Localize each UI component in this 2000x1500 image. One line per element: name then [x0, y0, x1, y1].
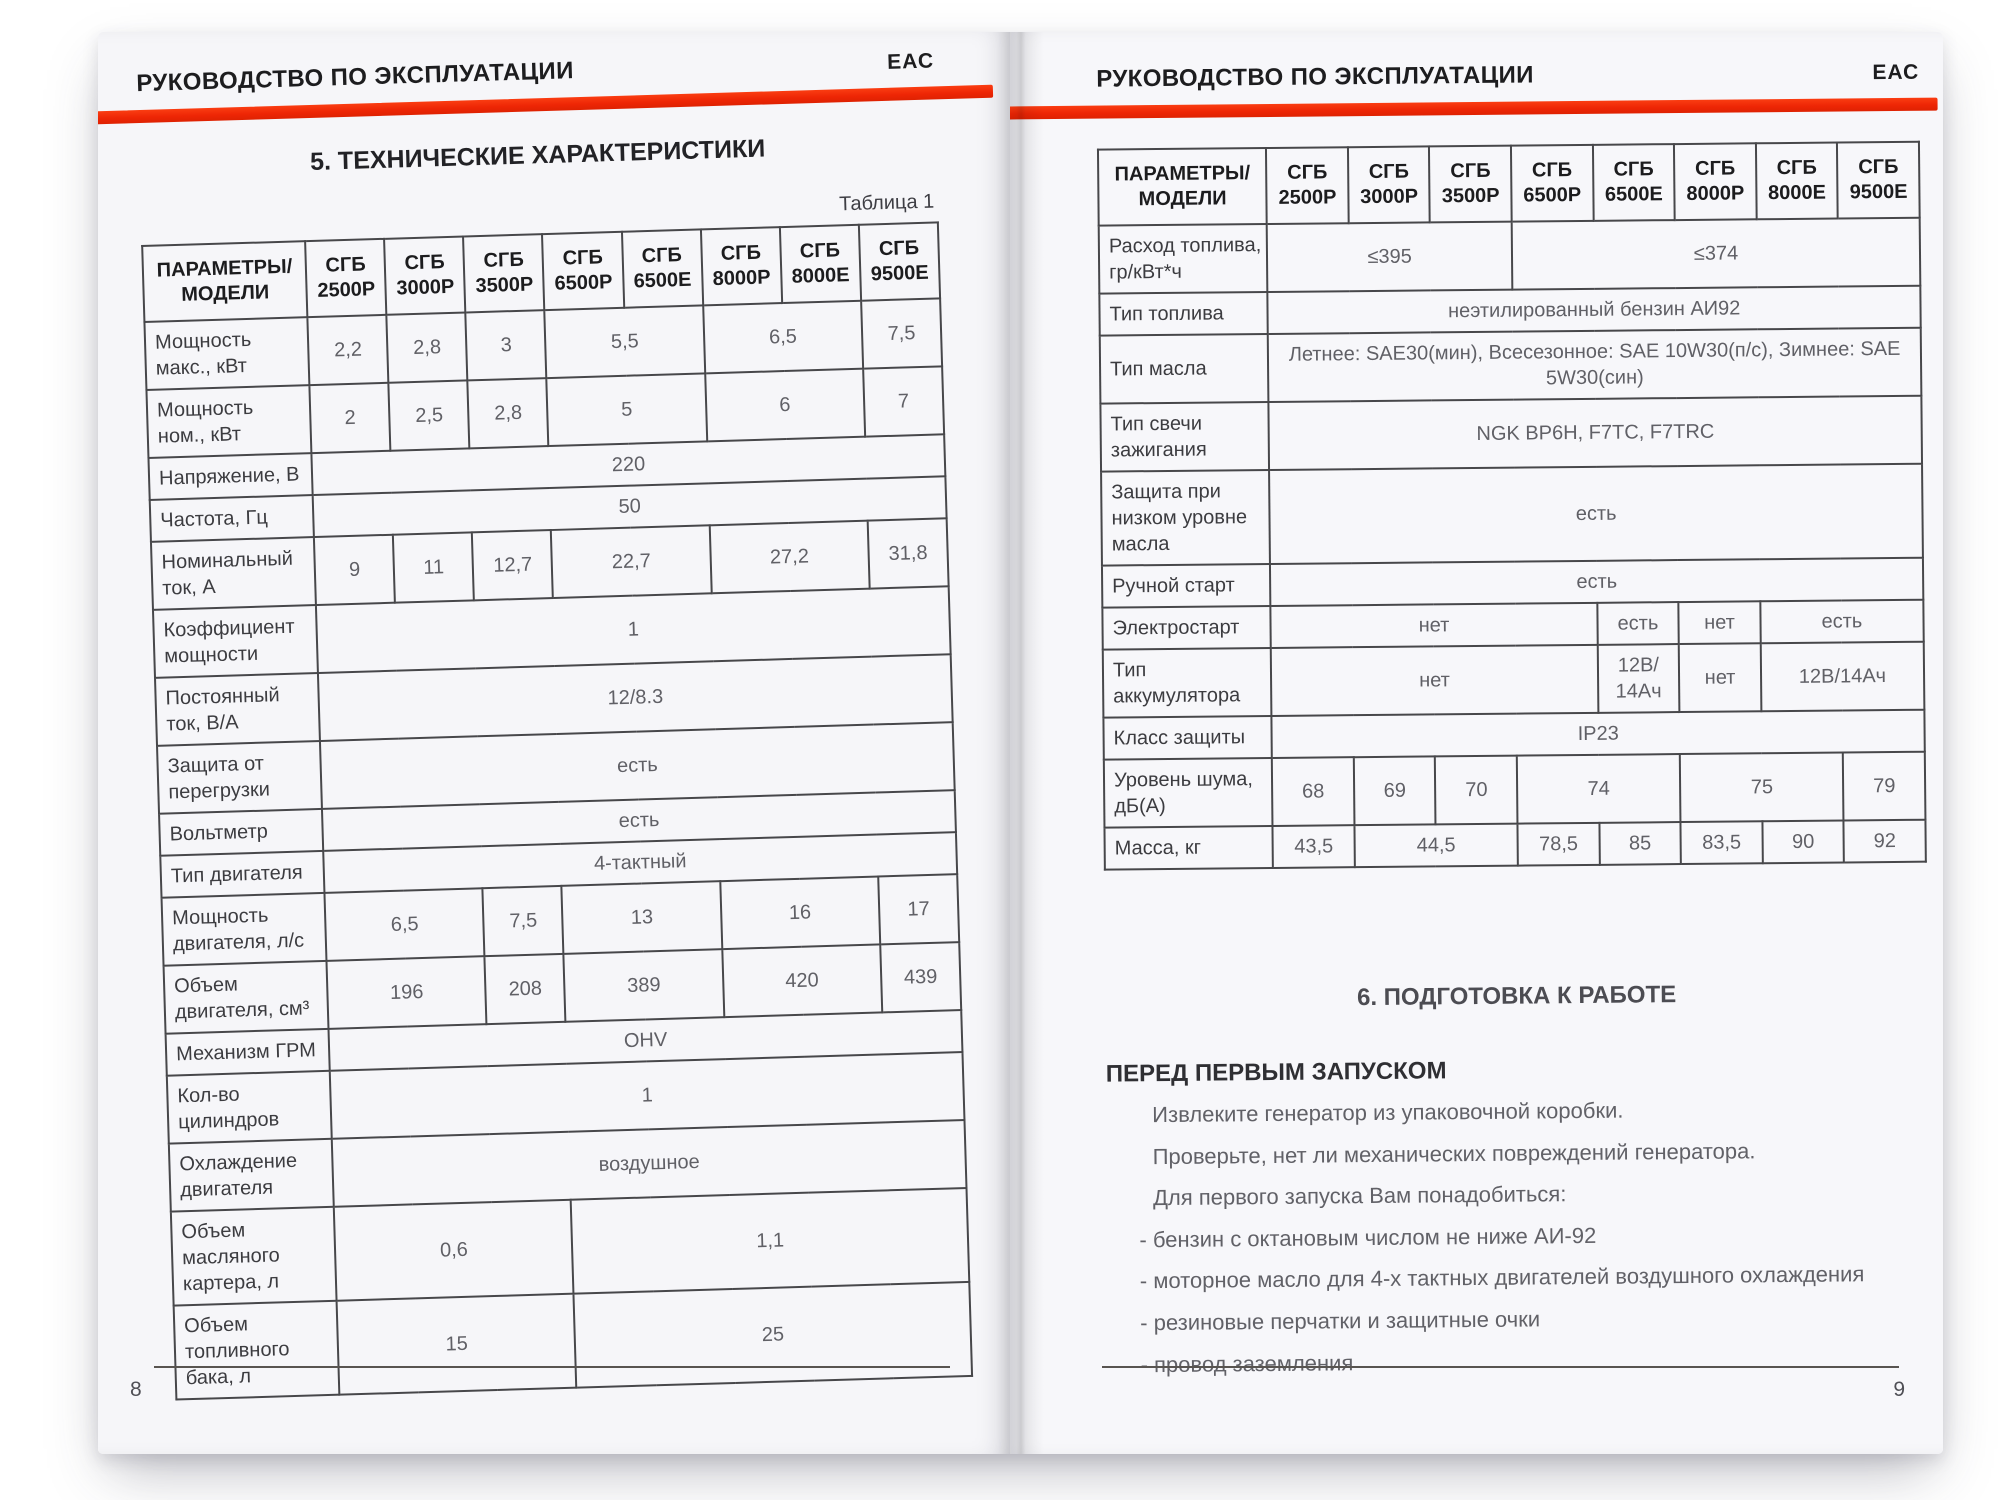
param-value-cell: есть: [1597, 602, 1679, 645]
param-value-cell: 13: [562, 881, 722, 954]
param-value-cell: есть: [1270, 558, 1923, 606]
param-label-cell: Расход топлива, гр/кВт*ч: [1099, 224, 1268, 294]
param-label-cell: Электростарт: [1102, 606, 1271, 650]
param-label-cell: Мощность ном., кВт: [146, 385, 311, 458]
param-value-cell: есть: [1269, 464, 1923, 564]
model-header-cell: СГБ 2500Р: [305, 239, 386, 317]
prep-text-block: [1106, 1094, 1932, 1380]
page-8: [98, 32, 1010, 1454]
param-value-cell: 75: [1680, 752, 1844, 822]
model-header-cell: СГБ 3000Р: [384, 236, 465, 314]
page-9-content: [1010, 32, 1943, 1454]
model-header-cell: СГБ 6500Е: [1593, 144, 1675, 221]
param-value-cell: 25: [574, 1282, 972, 1388]
prep-paragraph: Для первого запуска Вам понадобиться:: [1152, 1181, 1567, 1211]
footer-rule: [1102, 1366, 1899, 1368]
param-value-cell: NGK BP6H, F7TC, F7TRC: [1269, 396, 1922, 470]
table-row: [1104, 752, 1926, 828]
params-models-header-cell: ПАРАМЕТРЫ/ МОДЕЛИ: [1098, 148, 1267, 226]
param-value-cell: 70: [1435, 756, 1517, 825]
param-value-cell: 78,5: [1518, 823, 1600, 866]
param-value-cell: 2,8: [387, 312, 468, 382]
model-header-cell: СГБ 6500Р: [1511, 145, 1593, 222]
param-value-cell: 12В/14Ач: [1761, 642, 1925, 712]
model-header-cell: СГБ 9500Е: [859, 222, 940, 300]
param-label-cell: Объем масляного картера, л: [171, 1207, 337, 1306]
param-value-cell: 1,1: [571, 1188, 969, 1294]
model-header-cell: СГБ 2500Р: [1266, 147, 1348, 224]
params-models-header-cell: ПАРАМЕТРЫ/ МОДЕЛИ: [142, 241, 307, 322]
model-header-cell: СГБ 3500Р: [463, 234, 544, 312]
specs-table-2-container: [1097, 141, 1927, 871]
manual-booklet: [98, 32, 1943, 1454]
param-value-cell: неэтилированный бензин АИ92: [1268, 286, 1921, 334]
param-label-cell: Тип аккумулятора: [1103, 648, 1272, 718]
param-value-cell: 92: [1844, 820, 1926, 863]
param-value-cell: 50: [313, 476, 947, 537]
param-value-cell: 74: [1517, 754, 1681, 824]
manual-title: РУКОВОДСТВО ПО ЭКСПЛУАТАЦИИ: [1096, 61, 1534, 93]
param-value-cell: 6,5: [703, 301, 863, 374]
param-value-cell: 2: [310, 383, 391, 453]
section-6-title: 6. ПОДГОТОВКА К РАБОТЕ: [1356, 981, 1677, 1012]
param-value-cell: 5: [547, 373, 707, 446]
param-value-cell: нет: [1679, 601, 1761, 644]
prep-paragraph: Извлеките генератор из упаковочной коробки.: [1152, 1097, 1624, 1128]
model-header-cell: СГБ 8000Р: [1674, 143, 1756, 220]
param-value-cell: 27,2: [709, 521, 869, 594]
param-value-cell: 9: [314, 535, 395, 605]
specs-table-2: [1097, 141, 1927, 871]
param-label-cell: Объем топливного бака, л: [174, 1301, 340, 1400]
param-value-cell: ≤395: [1267, 222, 1512, 292]
param-value-cell: 12,7: [472, 530, 553, 600]
param-value-cell: 85: [1599, 822, 1681, 865]
param-label-cell: Масса, кг: [1104, 826, 1273, 870]
param-label-cell: Охлаждение двигателя: [169, 1139, 334, 1212]
page-8-content: [98, 32, 1010, 1454]
param-value-cell: 2,8: [468, 378, 549, 448]
header-row: [1098, 142, 1920, 226]
prep-bullet: - бензин с октановым числом не ниже АИ-92: [1139, 1222, 1597, 1253]
table-row: [1099, 218, 1921, 294]
param-value-cell: ≤374: [1512, 218, 1921, 290]
param-label-cell: Класс защиты: [1103, 716, 1272, 760]
model-header-cell: СГБ 6500Е: [622, 229, 703, 307]
param-label-cell: Объем двигателя, см³: [164, 961, 329, 1034]
model-header-cell: СГБ 8000Р: [701, 227, 782, 305]
table-1-caption: Таблица 1: [838, 190, 935, 216]
param-value-cell: 0,6: [334, 1200, 574, 1301]
param-value-cell: 43,5: [1273, 825, 1355, 868]
param-value-cell: 6: [705, 369, 865, 442]
specs-table-1-container: [141, 221, 973, 1400]
param-value-cell: 16: [720, 876, 880, 949]
model-header-cell: СГБ 8000Е: [1756, 143, 1838, 220]
param-value-cell: 2,5: [389, 380, 470, 450]
param-label-cell: Постоянный ток, В/А: [155, 673, 320, 746]
prep-heading: ПЕРЕД ПЕРВЫМ ЗАПУСКОМ: [1105, 1057, 1447, 1088]
model-header-cell: СГБ 3000Р: [1348, 146, 1430, 223]
param-value-cell: 3: [466, 310, 547, 380]
param-value-cell: 22,7: [551, 525, 711, 598]
param-value-cell: есть: [320, 722, 955, 809]
prep-bullet: - резиновые перчатки и защитные очки: [1140, 1306, 1541, 1336]
param-value-cell: 7,5: [861, 298, 942, 368]
prep-bullet: - провод заземления: [1140, 1349, 1354, 1377]
manual-title: РУКОВОДСТВО ПО ЭКСПЛУАТАЦИИ: [135, 57, 575, 98]
param-label-cell: Тип свечи зажигания: [1100, 402, 1269, 472]
model-header-cell: СГБ 8000Е: [780, 225, 861, 303]
param-label-cell: Тип топлива: [1099, 292, 1268, 336]
param-value-cell: 7: [863, 366, 944, 436]
param-value-cell: 6,5: [325, 888, 485, 961]
prep-bullet: - моторное масло для 4-х тактных двигателей воздушного охлаждения: [1139, 1261, 1865, 1294]
param-value-cell: 90: [1762, 820, 1844, 863]
param-value-cell: нет: [1271, 645, 1598, 716]
param-value-cell: 1: [316, 586, 951, 673]
param-value-cell: IP23: [1272, 710, 1925, 758]
param-label-cell: Коэффициент мощности: [153, 605, 318, 678]
model-header-cell: СГБ 3500Р: [1429, 146, 1511, 223]
param-value-cell: 31,8: [867, 518, 948, 588]
param-value-cell: нет: [1271, 603, 1598, 648]
param-value-cell: 439: [880, 942, 961, 1012]
param-value-cell: 389: [564, 949, 724, 1022]
param-value-cell: 44,5: [1354, 824, 1518, 868]
model-header-cell: СГБ 9500Е: [1837, 142, 1919, 219]
param-value-cell: 2,2: [308, 315, 389, 385]
param-value-cell: Летнее: SAE30(мин), Всесезонное: SAE 10W30(п/с), Зимнее: SAE 5W30(син): [1268, 328, 1921, 402]
table-row: [1103, 642, 1925, 718]
param-value-cell: 5,5: [545, 305, 705, 378]
param-label-cell: Кол-во цилиндров: [167, 1071, 332, 1144]
param-value-cell: 12/8.3: [318, 654, 953, 741]
table-row: [1104, 820, 1925, 870]
param-value-cell: воздушное: [332, 1120, 967, 1207]
eac-mark: ЕАС: [886, 49, 935, 74]
section-5-title: 5. ТЕХНИЧЕСКИЕ ХАРАКТЕРИСТИКИ: [309, 134, 766, 177]
footer-rule: [154, 1366, 950, 1368]
param-label-cell: Частота, Гц: [150, 495, 314, 542]
page-9: [1010, 32, 1943, 1454]
param-value-cell: 1: [330, 1052, 965, 1139]
param-label-cell: Ручной старт: [1102, 564, 1271, 608]
param-label-cell: Защита от перегрузки: [157, 741, 322, 814]
param-value-cell: есть: [322, 790, 956, 851]
param-value-cell: 420: [722, 944, 882, 1017]
table-row: [1100, 328, 1922, 404]
page-8-footer: [130, 1366, 950, 1402]
specs-table-1: [141, 221, 973, 1400]
param-label-cell: Тип двигателя: [160, 851, 324, 898]
param-value-cell: 208: [485, 954, 566, 1024]
page-9-footer: [1102, 1366, 1905, 1402]
param-label-cell: Механизм ГРМ: [166, 1029, 330, 1076]
param-value-cell: 220: [312, 434, 946, 495]
red-divider-bar: [1010, 98, 1938, 120]
eac-mark: ЕАС: [1872, 60, 1920, 85]
param-label-cell: Защита при низком уровне масла: [1101, 470, 1270, 566]
prep-paragraph: Проверьте, нет ли механических повреждений генератора.: [1152, 1137, 1756, 1169]
page-number: 9: [1893, 1378, 1905, 1401]
param-value-cell: 15: [337, 1294, 577, 1395]
param-value-cell: OHV: [329, 1010, 963, 1071]
param-value-cell: 69: [1354, 756, 1436, 825]
param-label-cell: Мощность макс., кВт: [144, 317, 309, 390]
table-row: [1100, 396, 1922, 472]
page-number: 8: [130, 1378, 142, 1401]
param-label-cell: Номинальный ток, А: [151, 537, 316, 610]
param-label-cell: Тип масла: [1100, 334, 1269, 404]
param-value-cell: 7,5: [483, 886, 564, 956]
param-value-cell: нет: [1679, 643, 1761, 712]
param-label-cell: Вольтметр: [159, 809, 323, 856]
param-value-cell: 83,5: [1681, 821, 1763, 864]
param-value-cell: есть: [1760, 600, 1924, 644]
param-value-cell: 11: [393, 532, 474, 602]
param-value-cell: 79: [1843, 752, 1925, 821]
model-header-cell: СГБ 6500Р: [542, 232, 623, 310]
table-row: [1101, 464, 1923, 566]
param-value-cell: 196: [327, 956, 487, 1029]
param-value-cell: 12В/ 14Ач: [1597, 644, 1679, 713]
param-label-cell: Мощность двигателя, л/с: [162, 893, 327, 966]
page-9-header: [1096, 58, 1919, 94]
param-value-cell: 17: [878, 874, 959, 944]
param-value-cell: 4-тактный: [323, 832, 957, 893]
param-label-cell: Уровень шума, дБ(А): [1104, 758, 1273, 828]
param-label-cell: Напряжение, В: [148, 453, 312, 500]
param-value-cell: 68: [1272, 757, 1354, 826]
